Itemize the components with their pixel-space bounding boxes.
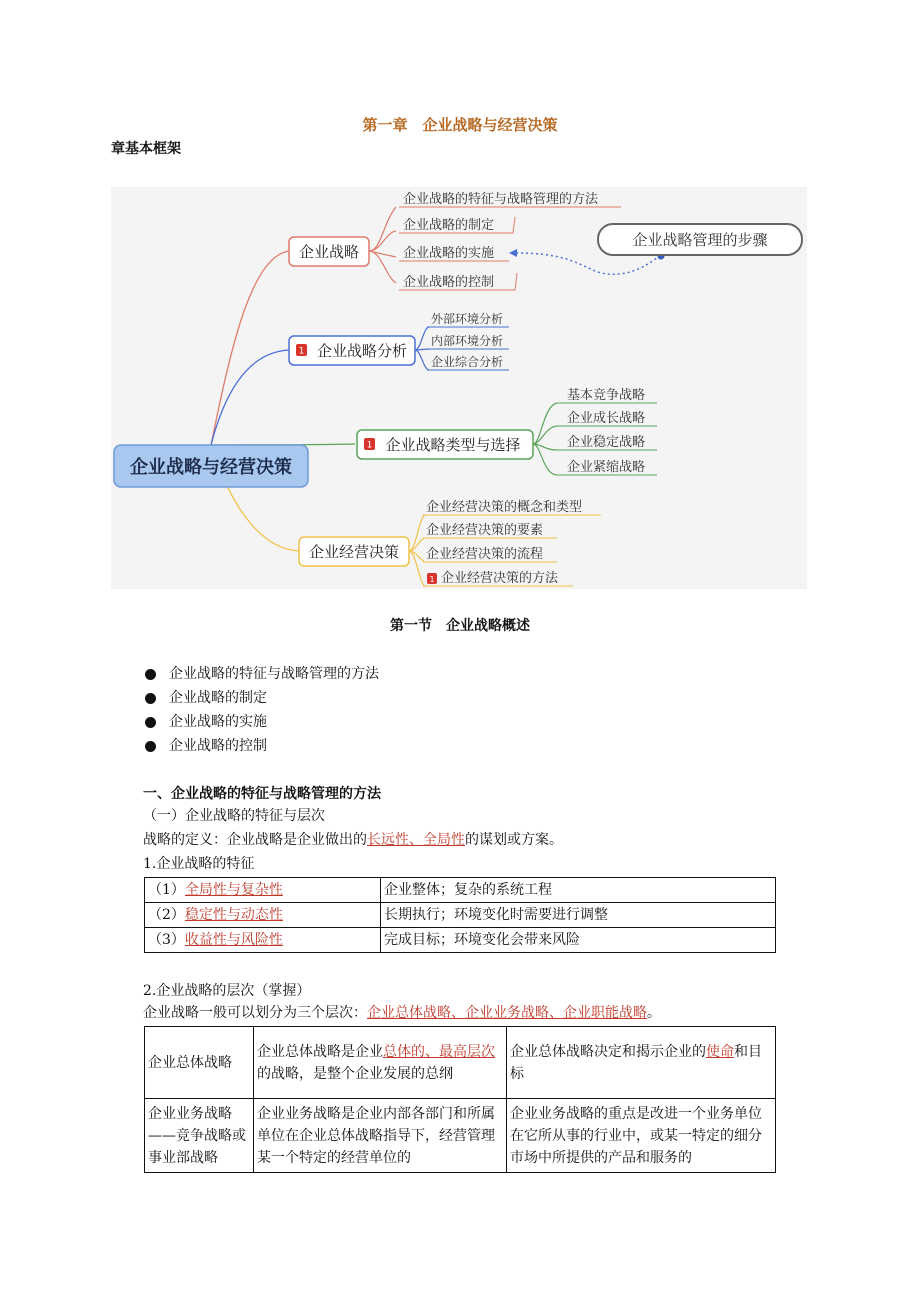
- chapter-title: 第一章 企业战略与经营决策: [362, 116, 558, 134]
- strategy-children: [399, 191, 621, 290]
- bullet-dot-icon: [145, 693, 156, 704]
- types-children: [557, 387, 657, 475]
- level-def: 企业业务战略是企业内部各部门和所属单位在企业总体战略指导下，经营管理某一个特定的经营单位的: [254, 1099, 507, 1173]
- levels-intro: [143, 1003, 661, 1023]
- levels-title: 2.企业战略的层次（掌握）: [143, 983, 311, 999]
- level-note-prefix: 企业总体战略决定和揭示企业的: [510, 1043, 706, 1060]
- table-row: [145, 1099, 776, 1173]
- bullet-text: 企业战略的制定: [169, 690, 267, 706]
- decision-child-1: 企业经营决策的概念和类型: [426, 500, 583, 515]
- bullet-dot-icon: [145, 741, 156, 752]
- strategy-child-2: 企业战略的制定: [403, 218, 495, 233]
- feature-term-cell: [145, 928, 381, 953]
- decision-child-2: 企业经营决策的要素: [426, 523, 544, 538]
- decision-child-4: 企业经营决策的方法: [441, 571, 559, 586]
- levels-intro-highlight: 企业总体战略、企业业务战略、企业职能战略: [367, 1005, 647, 1021]
- feature-term: 收益性与风险性: [184, 932, 283, 948]
- features-title: 1.企业战略的特征: [143, 856, 255, 872]
- mindmap-svg: [111, 187, 807, 589]
- types-child-4: 企业紧缩战略: [567, 460, 646, 475]
- feature-num: （2）: [148, 907, 185, 923]
- level-name: 企业总体战略: [145, 1027, 254, 1099]
- feature-term: 稳定性与动态性: [184, 907, 283, 923]
- root-label: 企业战略与经营决策: [130, 457, 292, 478]
- node-analysis-label: 企业战略分析: [316, 342, 408, 360]
- connector-strategy: [211, 251, 289, 445]
- callout-link: [516, 253, 661, 274]
- level-name: 企业业务战略——竞争战略或事业部战略: [145, 1099, 254, 1173]
- level-def-suffix: 的战略，是整个企业发展的总纲: [257, 1065, 453, 1082]
- levels-intro-prefix: 企业战略一般可以划分为三个层次：: [143, 1005, 367, 1021]
- bullet-item: [143, 734, 379, 758]
- node-types-label: 企业战略类型与选择: [385, 436, 521, 454]
- feature-desc: 企业整体；复杂的系统工程: [381, 878, 776, 903]
- sub-heading-1: （一）企业战略的特征与层次: [143, 808, 325, 824]
- strategy-child-3: 企业战略的实施: [403, 246, 495, 261]
- level-note-suffix: 和目标: [510, 1043, 762, 1082]
- mindmap: [111, 187, 807, 589]
- levels-table: [144, 1026, 776, 1173]
- heading-1: 一、企业战略的特征与战略管理的方法: [143, 786, 381, 802]
- feature-desc: 完成目标；环境变化会带来风险: [381, 928, 776, 953]
- bullet-text: 企业战略的实施: [169, 714, 267, 730]
- decision-child-3: 企业经营决策的流程: [426, 547, 544, 562]
- definition-line: [143, 830, 563, 850]
- level-def-highlight: 总体的、最高层次: [383, 1043, 495, 1060]
- bullet-text: 企业战略的控制: [169, 738, 267, 754]
- analysis-children: [427, 311, 509, 370]
- level-def-prefix: 企业总体战略是企业: [257, 1043, 383, 1060]
- levels-intro-suffix: 。: [647, 1005, 661, 1021]
- definition-prefix: 战略的定义：企业战略是企业做出的: [143, 832, 367, 848]
- analysis-child-2: 内部环境分析: [431, 334, 504, 348]
- feature-term-cell: [145, 878, 381, 903]
- badge-analysis-label: 1: [298, 346, 305, 357]
- bullet-list: [143, 662, 379, 758]
- bullet-item: [143, 686, 379, 710]
- feature-term-cell: [145, 903, 381, 928]
- definition-highlight: 长远性、全局性: [367, 832, 465, 848]
- section-title: 第一节 企业战略概述: [390, 618, 530, 634]
- features-table: [144, 877, 776, 953]
- node-decision-label: 企业经营决策: [308, 543, 400, 561]
- connector-analysis: [211, 350, 289, 445]
- analysis-child-1: 外部环境分析: [431, 312, 504, 326]
- table-row: [145, 903, 776, 928]
- bullet-dot-icon: [145, 669, 156, 680]
- level-note: 企业业务战略的重点是改进一个业务单位在它所从事的行业中，或某一特定的细分市场中所提供的产品和服务的: [507, 1099, 776, 1173]
- bullet-item: [143, 710, 379, 734]
- bullet-text: 企业战略的特征与战略管理的方法: [169, 666, 379, 682]
- types-child-1: 基本竞争战略: [567, 388, 646, 403]
- table-row: [145, 878, 776, 903]
- frame-heading: 章基本框架: [111, 141, 181, 157]
- node-strategy-label: 企业战略: [298, 243, 360, 261]
- feature-num: （3）: [148, 932, 185, 948]
- level-def: [254, 1027, 507, 1099]
- feature-term: 全局性与复杂性: [184, 882, 283, 898]
- callout-label: 企业战略管理的步骤: [632, 231, 768, 249]
- table-row: [145, 1027, 776, 1099]
- strategy-child-4: 企业战略的控制: [403, 275, 495, 290]
- bullet-item: [143, 662, 379, 686]
- feature-desc: 长期执行；环境变化时需要进行调整: [381, 903, 776, 928]
- level-note: [507, 1027, 776, 1099]
- feature-num: （1）: [148, 882, 185, 898]
- definition-suffix: 的谋划或方案。: [465, 832, 563, 848]
- types-child-2: 企业成长战略: [567, 411, 646, 426]
- types-child-3: 企业稳定战略: [567, 435, 646, 450]
- decision-children: [423, 499, 601, 586]
- analysis-child-3: 企业综合分析: [431, 355, 504, 369]
- badge-types-label: 1: [366, 440, 373, 451]
- level-note-highlight: 使命: [706, 1043, 734, 1060]
- badge-decision-method-label: 1: [429, 575, 435, 584]
- table-row: [145, 928, 776, 953]
- bullet-dot-icon: [145, 717, 156, 728]
- strategy-child-1: 企业战略的特征与战略管理的方法: [403, 192, 599, 207]
